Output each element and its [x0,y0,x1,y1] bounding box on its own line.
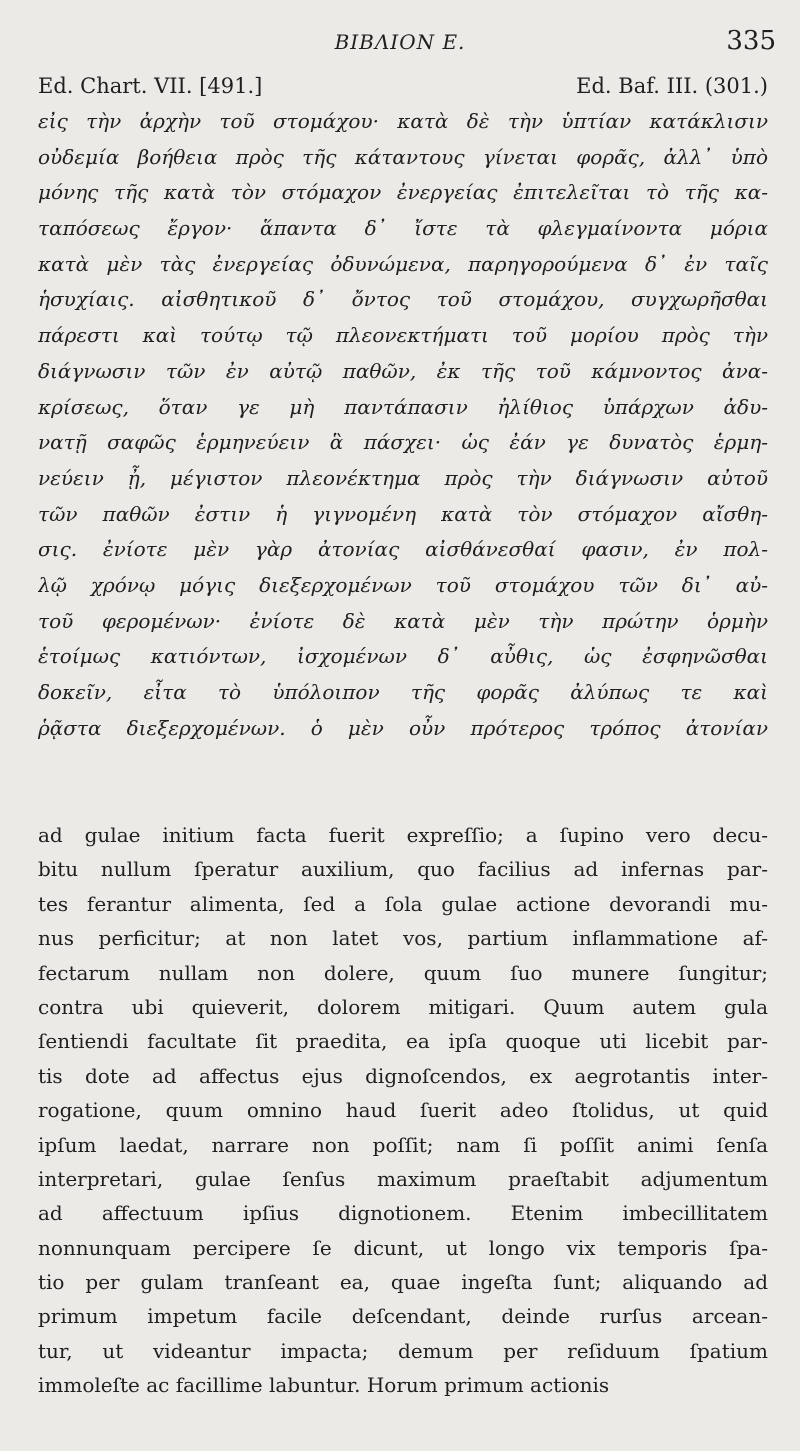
greek-text-block [38,104,768,746]
greek-text-line: ταπόσεως ἔργον· ἅπαντα δ᾽ ἴστε τὰ φλεγμαίνοντα μόρια [38,216,768,241]
latin-text-block [38,818,768,1403]
greek-text-line: κρίσεως, ὅταν γε μὴ παντάπασιν ἠλίθιος ὑπάρχων ἀδυ- [38,394,768,419]
latin-text-line: nus perficitur; at non latet vos, partium inflammatione af- [38,926,768,951]
greek-text-line: δοκεῖν, εἶτα τὸ ὑπόλοιπον τῆς φορᾶς ἀλύπως τε καὶ [38,680,768,704]
greek-text-line: τοῦ φερομένων· ἐνίοτε δὲ κατὰ μὲν τὴν πρώτην ὁρμὴν [38,608,768,633]
latin-text-line: nonnunquam percipere ſe dicunt, ut longo vix temporis ſpa- [38,1235,768,1260]
greek-text-line: πάρεστι καὶ τούτῳ τῷ πλεονεκτήματι τοῦ μορίου πρὸς τὴν [38,323,768,348]
running-title: ΒΙΒΛΙΟΝ Ε. [334,30,466,54]
basel-reference: Ed. Baf. III. (301.) [576,74,768,98]
greek-text-line: ἡσυχίαις. αἰσθητικοῦ δ᾽ ὄντος τοῦ στομάχου, συγχωρῆσθαι [38,287,768,312]
chartier-reference: Ed. Chart. VII. [491.] [38,74,263,98]
greek-text-line: εἰς τὴν ἀρχὴν τοῦ στομάχου· κατὰ δὲ τὴν ὑπτίαν κατάκλισιν [38,109,768,133]
greek-text-line: διάγνωσιν τῶν ἐν αὐτῷ παθῶν, ἐκ τῆς τοῦ κάμνοντος ἀνα- [38,358,768,383]
latin-text-line: fectarum nullam non dolere, quum ſuo munere ſungitur; [38,960,768,985]
greek-text-line: ἑτοίμως κατιόντων, ἰσχομένων δ᾽ αὖθις, ὡς ἐσφηνῶσθαι [38,644,768,669]
latin-text-line: tio per gulam tranſeant ea, quae ingeſta ſunt; aliquando ad [38,1270,768,1295]
latin-text-line: tes ferantur alimenta, ſed a ſola gulae actione devorandi mu- [38,891,768,916]
running-head [0,26,800,58]
greek-text-line: ῥᾷστα διεξερχομένων. ὁ μὲν οὖν πρότερος τρόπος ἀτονίαν [38,715,768,740]
greek-text-line: οὐδεμία βοήθεια πρὸς τῆς κάταντους γίνεται φορᾶς, ἀλλ᾽ ὑπὸ [38,144,768,169]
greek-text-line: νατῇ σαφῶς ἑρμηνεύειν ἃ πάσχει· ὡς ἐάν γε δυνατὸς ἑρμη- [38,430,768,455]
latin-text-line: contra ubi quieverit, dolorem mitigari. Quum autem gula [38,994,768,1019]
latin-text-line: ipſum laedat, narrare non poſſit; nam ſi poſſit animi ſenſa [38,1132,768,1157]
greek-text-line: σις. ἐνίοτε μὲν γὰρ ἀτονίας αἰσθάνεσθαί φασιν, ἐν πολ- [38,537,768,562]
greek-text-line: κατὰ μὲν τὰς ἐνεργείας ὀδυνώμενα, παρηγορούμενα δ᾽ ἐν ταῖς [38,251,768,276]
greek-text-line: μόνης τῆς κατὰ τὸν στόμαχον ἐνεργείας ἐπιτελεῖται τὸ τῆς κα- [38,180,768,205]
greek-text-line: λῷ χρόνῳ μόγις διεξερχομένων τοῦ στομάχου τῶν δι᾽ αὐ- [38,572,768,597]
latin-text-line: primum impetum facile deſcendant, deinde rurſus arcean- [38,1304,768,1329]
latin-text-line: rogatione, quum omnino haud ſuerit adeo ſtolidus, ut quid [38,1098,768,1123]
edition-references [38,74,768,104]
latin-text-line: ſentiendi facultate ſit praedita, ea ipſa quoque uti licebit par- [38,1029,768,1054]
latin-text-line: bitu nullum ſperatur auxilium, quo facilius ad infernas par- [38,857,768,882]
greek-text-line: νεύειν ᾖ, μέγιστον πλεονέκτημα πρὸς τὴν διάγνωσιν αὐτοῦ [38,465,768,490]
latin-text-line: tur, ut videantur impacta; demum per reſiduum ſpatium [38,1338,768,1363]
latin-text-line: tis dote ad affectus ejus dignoſcendos, ex aegrotantis inter- [38,1063,768,1088]
page-number: 335 [726,26,776,56]
latin-text-line: interpretari, gulae ſenſus maximum praeſtabit adjumentum [38,1166,768,1191]
latin-text-line: ad affectuum ipſius dignotionem. Etenim imbecillitatem [38,1201,768,1226]
latin-text-line: immoleſte ac facillime labuntur. Horum primum actionis [38,1373,610,1398]
greek-text-line: τῶν παθῶν ἐστιν ἡ γιγνομένη κατὰ τὸν στόμαχον αἴσθη- [38,501,768,526]
latin-text-line: ad gulae initium facta fuerit expreſſio; a ſupino vero decu- [38,823,768,847]
